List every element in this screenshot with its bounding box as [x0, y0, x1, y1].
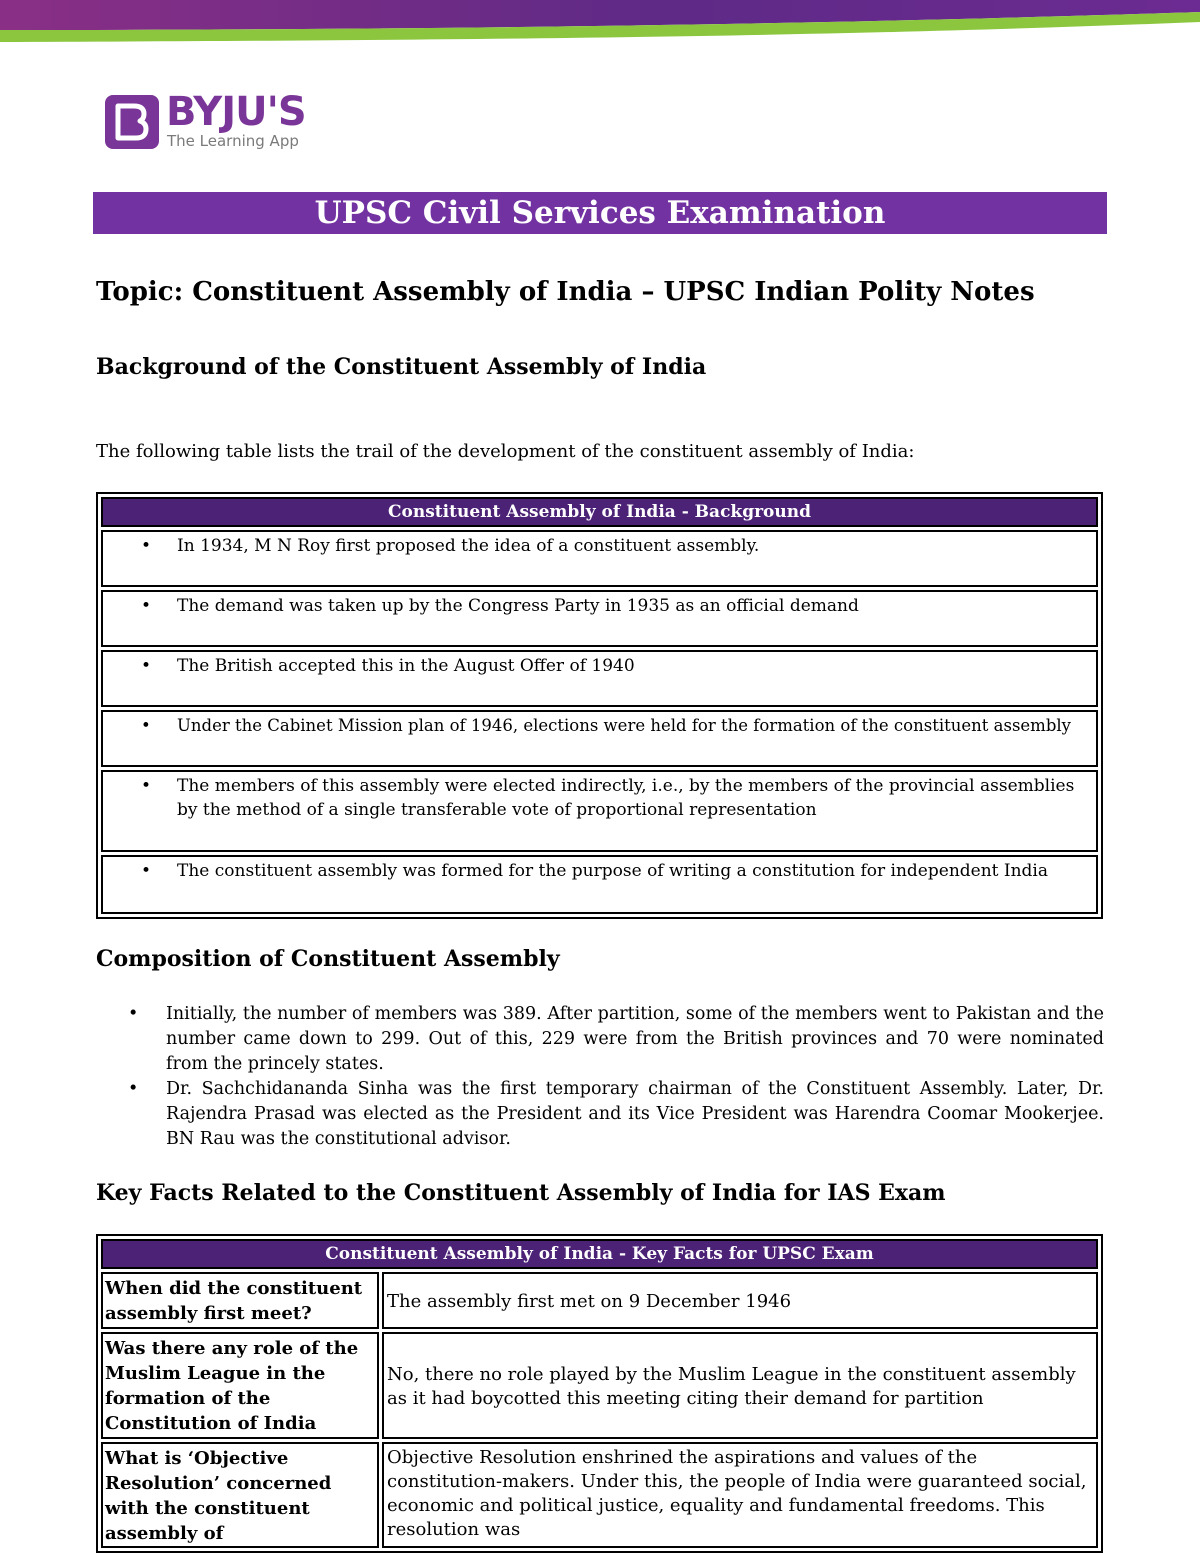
composition-item-text: Initially, the number of members was 389. After partition, some of the members went to Pakistan and the number came down to 299. Out of this, 229 were from the British provinces and 70 were nominated from the princely states. [166, 1004, 1104, 1074]
bullet-icon: • [141, 596, 152, 616]
key-fact-answer: The assembly first met on 9 December 1946 [382, 1272, 1098, 1329]
background-row-text: The members of this assembly were elected indirectly, i.e., by the members of the provincial assemblies by the method of a single transferable vote of proportional representation [177, 776, 1075, 820]
composition-list [96, 1002, 1104, 1152]
byjus-logo-mark-icon [104, 94, 160, 150]
bullet-icon: • [141, 656, 152, 676]
list-item [96, 1002, 1104, 1077]
page-title: Topic: Constituent Assembly of India – UPSC Indian Polity Notes [96, 277, 1035, 307]
key-fact-answer: Objective Resolution enshrined the aspirations and values of the constitution-makers. Under this, the people of India were guaranteed social, economic and political justice, equality and fundamental freedoms. This resolution was [382, 1442, 1098, 1548]
background-row-text: Under the Cabinet Mission plan of 1946, elections were held for the formation of the constituent assembly [177, 716, 1071, 735]
header-decoration-bar [0, 0, 1200, 44]
logo-tagline: The Learning App [167, 132, 299, 150]
bullet-icon: • [141, 861, 152, 881]
composition-heading: Composition of Constituent Assembly [96, 946, 560, 972]
table-row [101, 590, 1098, 647]
bullet-icon: • [141, 536, 152, 556]
background-row-text: The British accepted this in the August Offer of 1940 [177, 656, 635, 676]
table-row [101, 1442, 1098, 1548]
bullet-icon: • [141, 776, 152, 796]
table-row [101, 1272, 1098, 1329]
background-row-text: In 1934, M N Roy first proposed the idea of a constituent assembly. [177, 536, 760, 556]
key-fact-question: What is ‘Objective Resolution’ concerned with the constituent assembly of [101, 1442, 379, 1548]
key-facts-table-title: Constituent Assembly of India - Key Facts for UPSC Exam [101, 1239, 1098, 1269]
background-row-text: The constituent assembly was formed for the purpose of writing a constitution for independent India [177, 861, 1049, 881]
bullet-icon: • [128, 1079, 139, 1099]
table-row [101, 530, 1098, 587]
composition-item-text: Dr. Sachchidananda Sinha was the first temporary chairman of the Constituent Assembly. Later, Dr. Rajendra Prasad was elected as the President and its Vice President was Harendra Coomar Mookerjee. BN Rau was the constitutional advisor. [166, 1079, 1104, 1149]
background-table-title: Constituent Assembly of India - Background [101, 497, 1098, 527]
exam-banner: UPSC Civil Services Examination [93, 192, 1107, 234]
bullet-icon: • [128, 1004, 139, 1024]
background-row-text: The demand was taken up by the Congress Party in 1935 as an official demand [177, 596, 859, 616]
background-table [96, 492, 1103, 919]
table-row [101, 710, 1098, 767]
table-row [101, 1332, 1098, 1439]
key-facts-table [96, 1234, 1103, 1553]
list-item [96, 1077, 1104, 1152]
table-row [101, 650, 1098, 707]
logo-wordmark: BYJU'S [166, 89, 306, 135]
background-intro: The following table lists the trail of the development of the constituent assembly of India: [96, 441, 915, 462]
background-heading: Background of the Constituent Assembly of India [96, 354, 707, 380]
key-facts-heading: Key Facts Related to the Constituent Assembly of India for IAS Exam [96, 1180, 946, 1206]
bullet-icon: • [141, 716, 151, 735]
byjus-logo [104, 89, 314, 152]
key-fact-question: Was there any role of the Muslim League in the formation of the Constitution of India [101, 1332, 379, 1439]
table-row [101, 855, 1098, 914]
table-row [101, 770, 1098, 852]
key-fact-question: When did the constituent assembly first meet? [101, 1272, 379, 1329]
key-fact-answer: No, there no role played by the Muslim League in the constituent assembly as it had boycotted this meeting citing their demand for partition [382, 1332, 1098, 1439]
